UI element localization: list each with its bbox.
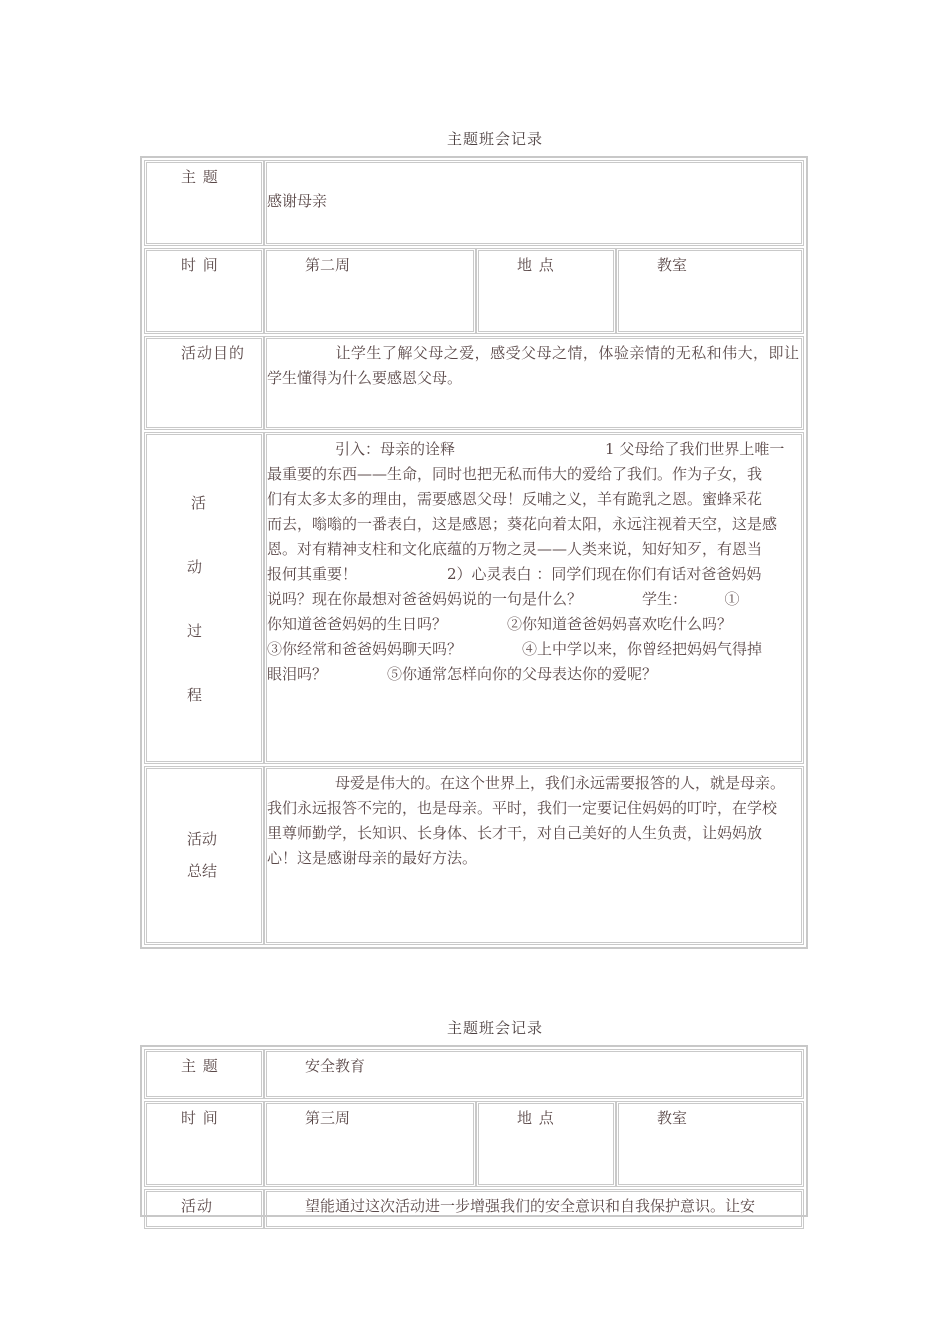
- purpose-text: 让学生了解父母之爱，感受父母之情，体验亲情的无私和伟大，即让学生懂得为什么要感恩父母。: [267, 344, 799, 387]
- time-label: 时 间: [144, 248, 264, 334]
- summary-line: 母爱是伟大的。在这个世界上，我们永远需要报答的人，就是母亲。: [335, 774, 786, 792]
- place-value-cell: [616, 248, 804, 334]
- process-line: 报何其重要！ 2）心灵表白 ：同学们现在你们有话对爸爸妈妈: [267, 565, 762, 583]
- summary-text-cell: [264, 766, 804, 945]
- time-value-cell: [264, 248, 476, 334]
- theme-label: 主 题: [144, 160, 264, 246]
- process-line: 而去，嗡嗡的一番表白，这是感恩；葵花向着太阳，永远注视着天空，这是感: [267, 515, 778, 533]
- record1-title: 主题班会记录: [446, 130, 543, 148]
- time-label: 时 间: [144, 1101, 264, 1187]
- process-line: 眼泪吗？ ⑤你通常怎样向你的父母表达你的爱呢？: [267, 665, 658, 683]
- time-value: 第二周: [305, 256, 351, 274]
- process-text-cell: [264, 432, 804, 764]
- record1-table: [140, 156, 808, 949]
- process-line: ③你经常和爸爸妈妈聊天吗？ ④上中学以来，你曾经把妈妈气得掉: [267, 640, 763, 658]
- process-line: 你知道爸爸妈妈的生日吗？ ②你知道爸爸妈妈喜欢吃什么吗？: [267, 615, 733, 633]
- place-value: 教室: [657, 256, 688, 274]
- process-line: 恩。对有精神支柱和文化底蕴的万物之灵——人类来说，知好知歹，有恩当: [267, 540, 763, 558]
- theme-value-cell: [264, 160, 804, 246]
- summary-line: 心！这是感谢母亲的最好方法。: [267, 849, 478, 867]
- time-value: 第三周: [305, 1109, 351, 1127]
- theme-value-cell: [264, 1049, 804, 1099]
- process-label-char-2: 动: [187, 558, 203, 576]
- purpose-label: 活动: [144, 1189, 264, 1229]
- summary-line: 里尊师勤学，长知识、长身体、长才干，对自己美好的人生负责，让妈妈放: [267, 824, 763, 842]
- purpose-text-cell: [264, 1189, 804, 1229]
- process-label-char-4: 程: [187, 686, 203, 704]
- purpose-text-cell: [264, 336, 804, 430]
- theme-label: 主 题: [144, 1049, 264, 1099]
- place-label-cell: [476, 1101, 616, 1187]
- time-value-cell: [264, 1101, 476, 1187]
- record2-table: [140, 1045, 808, 1217]
- process-line: 最重要的东西——生命，同时也把无私而伟大的爱给了我们。作为子女，我: [267, 465, 763, 483]
- summary-label-1: 活动: [187, 830, 218, 848]
- process-line: 们有太多太多的理由，需要感恩父母！反哺之义，羊有跪乳之恩。蜜蜂采花: [267, 490, 763, 508]
- place-label-cell: [476, 248, 616, 334]
- purpose-label: 活动目的: [144, 336, 264, 430]
- process-label-char-1: 活: [191, 494, 207, 512]
- theme-value: 感谢母亲: [267, 192, 328, 210]
- purpose-text: 望能通过这次活动进一步增强我们的安全意识和自我保护意识。让安: [305, 1197, 756, 1215]
- summary-label-2: 总结: [187, 862, 218, 880]
- process-label-char-3: 过: [187, 622, 203, 640]
- place-value: 教室: [657, 1109, 688, 1127]
- record2-title: 主题班会记录: [446, 1019, 543, 1037]
- place-value-cell: [616, 1101, 804, 1187]
- process-line: 说吗？现在你最想对爸爸妈妈说的一句是什么？ 学生： ①: [267, 590, 740, 608]
- summary-label-cell: [144, 766, 264, 945]
- process-line: 引入：母亲的诠释 1 父母给了我们世界上唯一: [335, 440, 785, 458]
- summary-line: 我们永远报答不完的，也是母亲。平时，我们一定要记住妈妈的叮咛，在学校: [267, 799, 778, 817]
- process-label-cell: [144, 432, 264, 764]
- theme-value: 安全教育: [305, 1057, 366, 1075]
- place-label: 地 点: [517, 256, 555, 274]
- place-label: 地 点: [517, 1109, 555, 1127]
